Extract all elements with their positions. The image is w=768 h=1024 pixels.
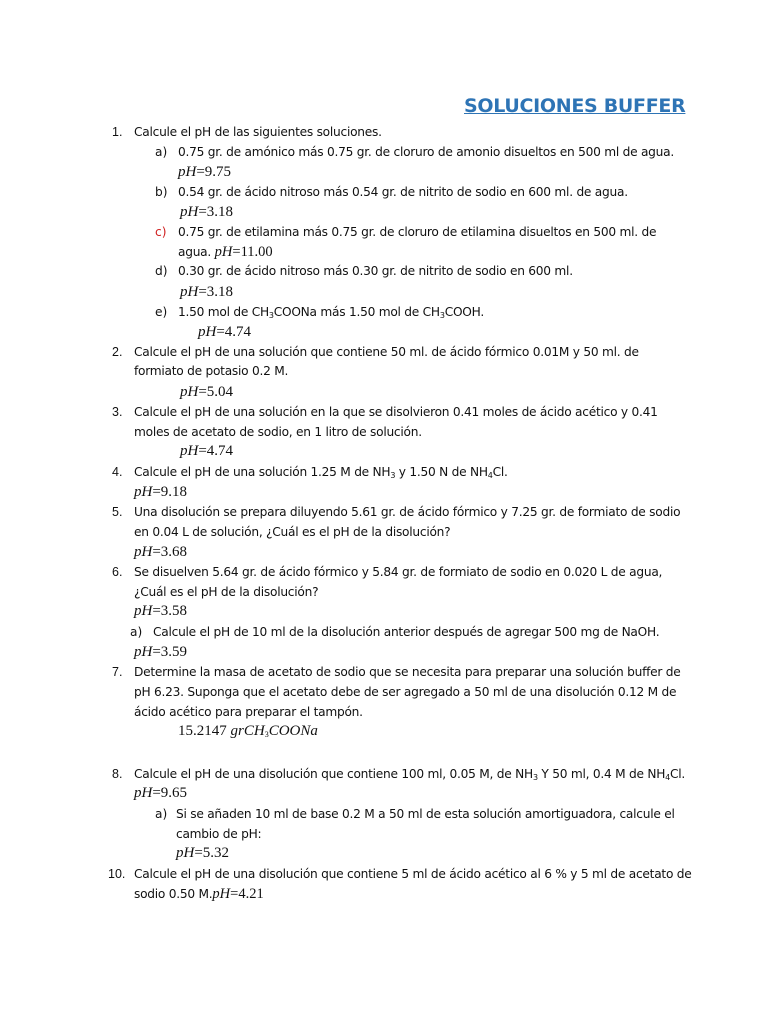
q2-number: 2. xyxy=(112,345,123,359)
q1e-answer: pH=4.74 xyxy=(198,324,252,340)
q7-text-line3: ácido acético para preparar el tampón. xyxy=(134,705,363,719)
q5-answer: pH=3.68 xyxy=(134,544,188,560)
q1c-text-line2: agua. pH=11.00 xyxy=(178,244,273,260)
q10-text-line1: Calcule el pH de una disolución que contiene 5 ml de ácido acético al 6 % y 5 ml de acetato de xyxy=(134,867,692,881)
q10-text-line2: sodio 0.50 M.pH=4.21 xyxy=(134,886,264,902)
q6-number: 6. xyxy=(112,565,123,579)
q10-number: 10. xyxy=(108,867,126,881)
q4-text: Calcule el pH de una solución 1.25 M de $NH_3$ y 1.50 N de $NH_4Cl$. xyxy=(134,465,508,480)
q5-text-line2: en 0.04 L de solución, ¿Cuál es el pH de la disolución? xyxy=(134,525,451,539)
q6a-text: Calcule el pH de 10 ml de la disolución anterior después de agregar 500 mg de NaOH. xyxy=(153,625,660,639)
q2-answer: pH=5.04 xyxy=(180,384,234,400)
q4-answer: pH=9.18 xyxy=(134,484,188,500)
q8a-answer: pH=5.32 xyxy=(176,845,230,861)
q3-answer: pH=4.74 xyxy=(180,443,234,459)
q1-text: Calcule el pH de las siguientes soluciones. xyxy=(134,125,382,139)
q1e-label: e) xyxy=(155,305,168,319)
q4-number: 4. xyxy=(112,465,123,479)
q1d-text: 0.30 gr. de ácido nitroso más 0.30 gr. de nitrito de sodio en 600 ml. xyxy=(178,264,573,278)
q1-number: 1. xyxy=(112,125,123,139)
q6-answer: pH=3.58 xyxy=(134,603,188,619)
page-title: SOLUCIONES BUFFER xyxy=(464,95,686,117)
q2-text-line1: Calcule el pH de una solución que contiene 50 ml. de ácido fórmico 0.01M y 50 ml. de xyxy=(134,345,639,359)
q7-number: 7. xyxy=(112,665,123,679)
q1a-label: a) xyxy=(155,145,168,159)
q7-text-line2: pH 6.23. Suponga que el acetato debe de ser agregado a 50 ml de una disolución 0.12 M de xyxy=(134,685,677,699)
q6a-label: a) xyxy=(130,625,143,639)
q7-answer: 15.2147 grCH$_3$COONa xyxy=(178,723,318,739)
q8a-text-line2: cambio de pH: xyxy=(176,827,262,841)
q8a-text-line1: Si se añaden 10 ml de base 0.2 M a 50 ml de esta solución amortiguadora, calcule el xyxy=(176,807,675,821)
q1b-answer: pH=3.18 xyxy=(180,204,234,220)
q1b-text: 0.54 gr. de ácido nitroso más 0.54 gr. de nitrito de sodio en 600 ml. de agua. xyxy=(178,185,628,199)
q2-text-line2: formiato de potasio 0.2 M. xyxy=(134,364,289,378)
q3-text-line2: moles de acetato de sodio, en 1 litro de solución. xyxy=(134,425,422,439)
q3-number: 3. xyxy=(112,405,123,419)
q1c-label: c) xyxy=(155,225,167,239)
q5-text-line1: Una disolución se prepara diluyendo 5.61 gr. de ácido fórmico y 7.25 gr. de formiato de sodio xyxy=(134,505,681,519)
q1b-label: b) xyxy=(155,185,168,199)
q1c-text-line1: 0.75 gr. de etilamina más 0.75 gr. de cloruro de etilamina disueltos en 500 ml. de xyxy=(178,225,657,239)
q1e-text: 1.50 mol de $CH_3COONa$ más 1.50 mol de $CH_3COOH$. xyxy=(178,305,484,320)
q1d-answer: pH=3.18 xyxy=(180,284,234,300)
q1a-answer: pH=9.75 xyxy=(178,164,232,180)
q3-text-line1: Calcule el pH de una solución en la que se disolvieron 0.41 moles de ácido acético y 0.41 xyxy=(134,405,658,419)
q5-number: 5. xyxy=(112,505,123,519)
q6-text-line1: Se disuelven 5.64 gr. de ácido fórmico y 5.84 gr. de formiato de sodio en 0.020 L de agua, xyxy=(134,565,663,579)
q7-text-line1: Determine la masa de acetato de sodio que se necesita para preparar una solución buffer de xyxy=(134,665,681,679)
q1d-label: d) xyxy=(155,264,168,278)
q8-answer: pH=9.65 xyxy=(134,785,188,801)
q6-text-line2: ¿Cuál es el pH de la disolución? xyxy=(134,585,319,599)
q6a-answer: pH=3.59 xyxy=(134,644,188,660)
q1a-text: 0.75 gr. de amónico más 0.75 gr. de cloruro de amonio disueltos en 500 ml de agua. xyxy=(178,145,674,159)
q8a-label: a) xyxy=(155,807,168,821)
q8-number: 8. xyxy=(112,767,123,781)
q8-text: Calcule el pH de una disolución que contiene 100 ml, 0.05 M, de $NH_3$ Y 50 ml, 0.4 M de $NH_4Cl$. xyxy=(134,767,686,782)
